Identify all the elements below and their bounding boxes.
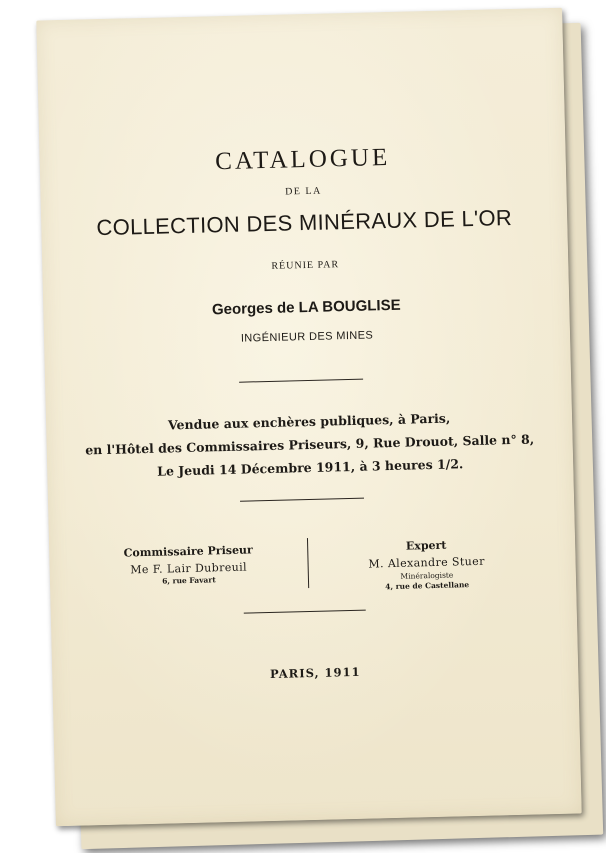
auctioneer-role: Commissaire Priseur <box>123 543 253 560</box>
auctioneer-block <box>73 542 304 588</box>
divider-rule-top <box>239 379 363 383</box>
expert-role: Expert <box>405 538 447 553</box>
owner-title: INGÉNIEUR DES MINES <box>240 329 374 345</box>
expert-address: 4, rue de Castellane <box>385 580 470 592</box>
divider-rule-middle <box>240 498 364 502</box>
auctioneer-address: 6, rue Favart <box>162 575 216 586</box>
catalogue-title-page <box>36 8 582 827</box>
imprint: PARIS, 1911 <box>269 664 361 682</box>
sale-details <box>46 404 574 486</box>
de-la-line: DE LA <box>285 185 322 198</box>
expert-profession: Minéralogiste <box>400 570 454 581</box>
sale-line-2: en l'Hôtel des Commissaires Priseurs, 9, Rue Drouot, Salle n° 8, <box>85 431 535 458</box>
expert-block <box>311 536 542 593</box>
reunie-par-line: RÉUNIE PAR <box>271 259 340 272</box>
owner-name: Georges de LA BOUGLISE <box>211 296 401 319</box>
collection-title: COLLECTION DES MINÉRAUX DE L'OR <box>96 204 513 241</box>
expert-name: M. Alexandre Stuer <box>368 554 485 571</box>
divider-rule-bottom <box>244 610 366 614</box>
sale-line-3: Le Jeudi 14 Décembre 1911, à 3 heures 1/2. <box>156 456 464 479</box>
catalogue-heading: CATALOGUE <box>214 143 391 176</box>
column-divider <box>307 538 309 588</box>
sale-line-1: Vendue aux enchères publiques, à Paris, <box>167 410 451 433</box>
auctioneer-name: Me F. Lair Dubreuil <box>130 560 248 577</box>
